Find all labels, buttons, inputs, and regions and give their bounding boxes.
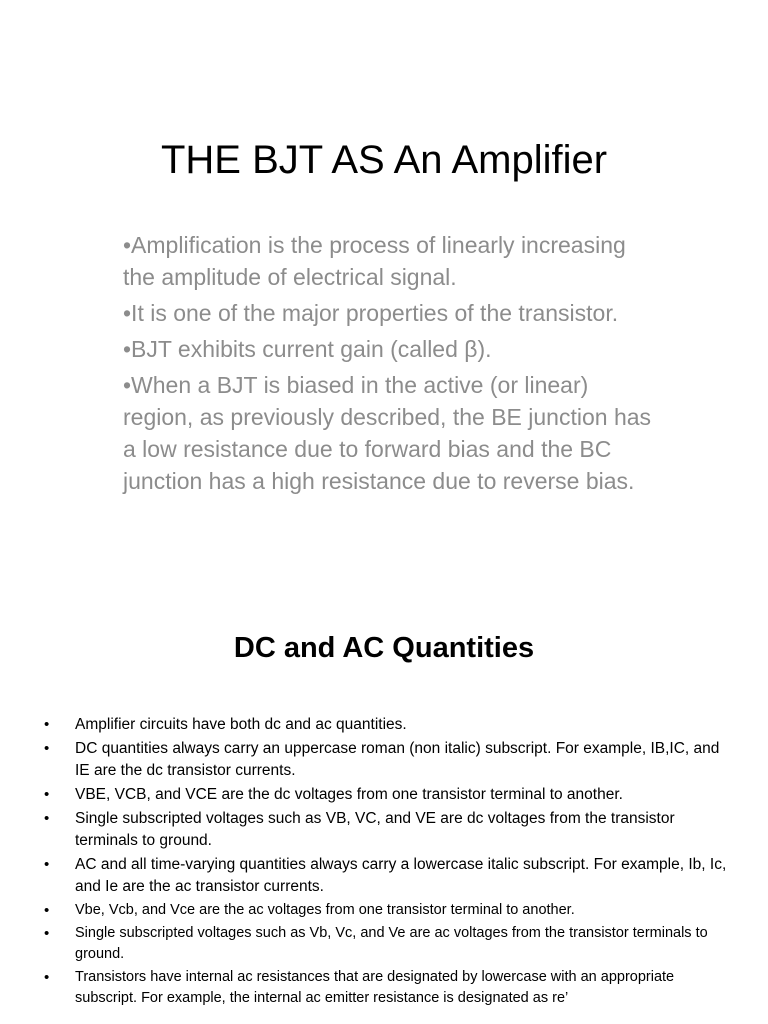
page-title: THE BJT AS An Amplifier: [160, 138, 608, 182]
list-item: [44, 923, 734, 965]
list-item: [44, 738, 734, 782]
list-item-text: Vbe, Vcb, and Vce are the ac voltages from one transistor terminal to another.: [75, 902, 575, 918]
list-item-text: Amplifier circuits have both dc and ac quantities.: [75, 716, 407, 733]
bullet-major-property: •It is one of the major properties of the transistor.: [123, 300, 619, 326]
section-title: DC and AC Quantities: [233, 632, 535, 664]
list-item-text: Single subscripted voltages such as Vb, Vc, and Ve are ac voltages from the transistor terminals to ground.: [75, 925, 708, 962]
bullet-amplification: •Amplification is the process of linearly increasing the amplitude of electrical signal.: [123, 232, 626, 290]
list-item: [44, 784, 734, 806]
amplifier-bullet-list: [123, 229, 653, 501]
list-item-text: AC and all time-varying quantities always carry a lowercase italic subscript. For example, Ib, Ic, and Ie are the ac transistor currents.: [75, 856, 727, 895]
list-item: [44, 900, 734, 921]
list-item: [44, 714, 734, 736]
list-item-text: VBE, VCB, and VCE are the dc voltages from one transistor terminal to another.: [75, 786, 623, 803]
bullet-icon: •: [44, 925, 50, 942]
bullet-current-gain: •BJT exhibits current gain (called β).: [123, 336, 492, 362]
bullet-icon: •: [44, 902, 50, 919]
list-item-text: Transistors have internal ac resistances that are designated by lowercase with an appropriate subscript. For example, the internal ac emitter resistance is designated as re’: [75, 969, 675, 1006]
list-item: [44, 854, 734, 898]
list-item-text: Single subscripted voltages such as VB, VC, and VE are dc voltages from the transistor terminals to ground.: [75, 810, 675, 849]
list-item: [44, 967, 734, 1009]
bullet-active-region: •When a BJT is biased in the active (or linear) region, as previously described, the BE junction has a low resistance due to forward bias and the BC junction has a high resistance due to reverse bias.: [123, 372, 652, 494]
quantities-bullet-list: [44, 714, 734, 1011]
bullet-icon: •: [44, 716, 50, 733]
bullet-icon: •: [44, 810, 50, 827]
list-item-text: DC quantities always carry an uppercase roman (non italic) subscript. For example, IB,IC, and IE are the dc transistor currents.: [75, 740, 720, 779]
bullet-icon: •: [44, 969, 50, 986]
bullet-icon: •: [44, 786, 50, 803]
bullet-icon: •: [44, 856, 50, 873]
bullet-icon: •: [44, 740, 50, 757]
list-item: [44, 808, 734, 852]
